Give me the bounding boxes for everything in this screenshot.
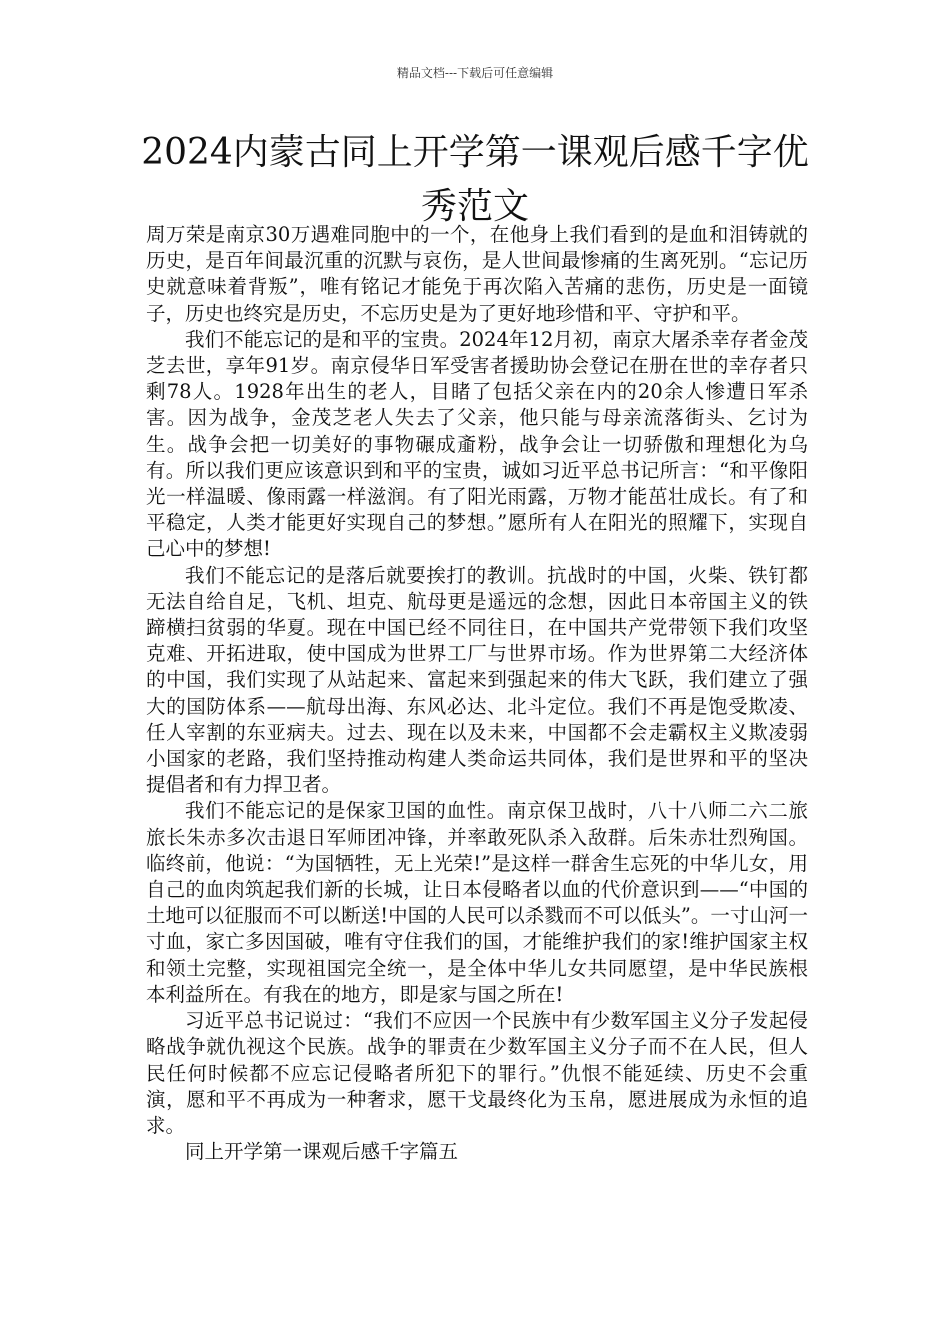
page-title: 2024内蒙古同上开学第一课观后感千字优秀范文 xyxy=(141,132,809,227)
paragraph-3: 我们不能忘记的是落后就要挨打的教训。抗战时的中国，火柴、铁钉都无法自给自足，飞机、坦克、航母更是遥远的念想，因此日本帝国主义的铁蹄横扫贫弱的华夏。现在中国已经不同往日，在中国共产党带领下我们攻坚克难、开拓进取，使中国成为世界工厂与世界市场。作为世界第二大经济体的中国，我们实现了从站起来、富起来到强起来的伟大飞跃，我们建立了强大的国防体系——航母出海、东风必达、北斗定位。我们不再是饱受欺凌、任人宰割的东亚病夫。过去、现在以及未来，中国都不会走霸权主义欺凌弱小国家的老路，我们坚持推动构建人类命运共同体，我们是世界和平的坚决提倡者和有力捍卫者。 xyxy=(146,563,808,797)
paragraph-5: 习近平总书记说过：“我们不应因一个民族中有少数军国主义分子发起侵略战争就仇视这个民族。战争的罪责在少数军国主义分子而不在人民，但人民任何时候都不应忘记侵略者所犯下的罪行。”仇恨不能延续、历史不会重演，愿和平不再成为一种奢求，愿干戈最终化为玉帛，愿进展成为永恒的追求。 xyxy=(146,1009,808,1137)
paragraph-4: 我们不能忘记的是保家卫国的血性。南京保卫战时，八十八师二六二旅旅长朱赤多次击退日军师团冲锋，并率敢死队杀入敌群。后朱赤壮烈殉国。临终前，他说：“为国牺牲，无上光荣!”是这样一群舍生忘死的中华儿女，用自己的血肉筑起我们新的长城，让日本侵略者以血的代价意识到——“中国的土地可以征服而不可以断送!中国的人民可以杀戮而不可以低头”。一寸山河一寸血，家亡多因国破，唯有守住我们的国，才能维护我们的家!维护国家主权和领土完整，实现祖国完全统一，是全体中华儿女共同愿望，是中华民族根本利益所在。有我在的地方，即是家与国之所在! xyxy=(146,799,808,1006)
header-note: 精品文档---下载后可任意编辑 xyxy=(396,66,554,80)
paragraph-1: 周万荣是南京30万遇难同胞中的一个，在他身上我们看到的是血和泪铸就的历史，是百年间最沉重的沉默与哀伤，是人世间最惨痛的生离死别。“忘记历史就意味着背叛”，唯有铭记才能免于再次陷入苦痛的悲伤，历史是一面镜子，历史也终究是历史，不忘历史是为了更好地珍惜和平、守护和平。 xyxy=(146,223,808,325)
paragraph-2: 我们不能忘记的是和平的宝贵。2024年12月初，南京大屠杀幸存者金茂芝去世，享年91岁。南京侵华日军受害者援助协会登记在册在世的幸存者只剩78人。1928年出生的老人，目睹了包括父亲在内的20余人惨遭日军杀害。因为战争，金茂芝老人失去了父亲，他只能与母亲流落街头、乞讨为生。战争会把一切美好的事物碾成齑粉，战争会让一切骄傲和理想化为乌有。所以我们更应该意识到和平的宝贵，诚如习近平总书记所言：“和平像阳光一样温暖、像雨露一样滋润。有了阳光雨露，万物才能茁壮成长。有了和平稳定，人类才能更好实现自己的梦想。”愿所有人在阳光的照耀下，实现自己心中的梦想! xyxy=(146,327,808,561)
section-heading-next: 同上开学第一课观后感千字篇五 xyxy=(185,1140,459,1164)
article-body xyxy=(146,222,808,1165)
